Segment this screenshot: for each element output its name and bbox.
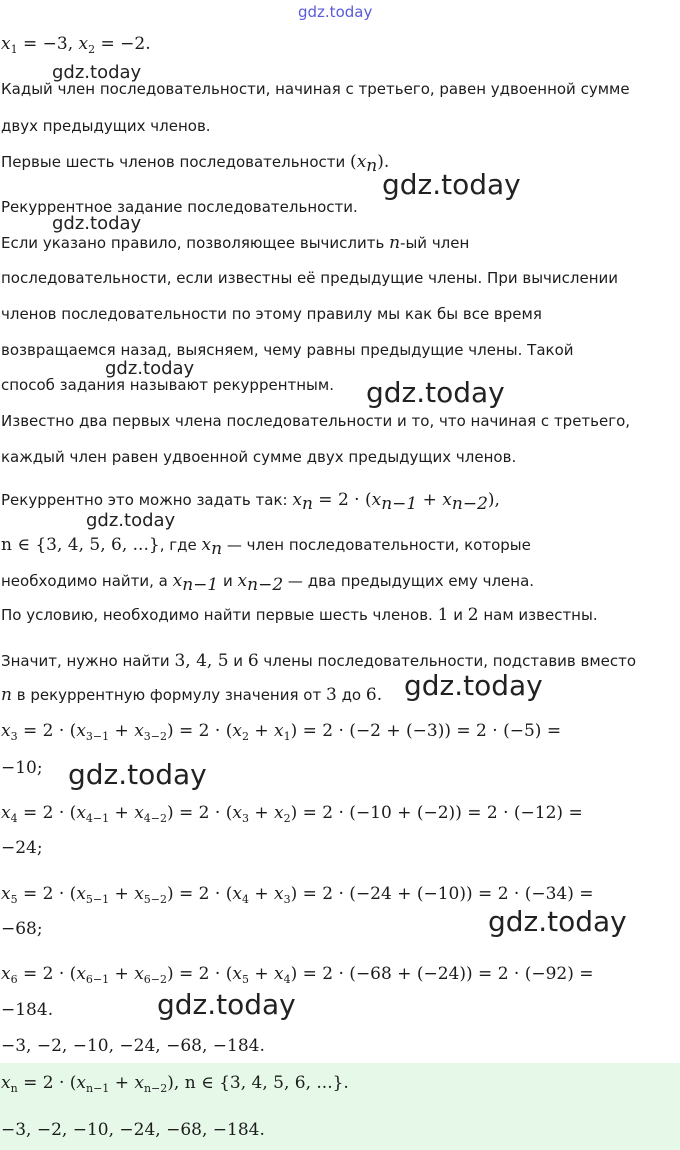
text-line: n ∈ {3, 4, 5, 6, ...}, где $x_n$ — член последовательности, которые xyxy=(1,535,531,559)
watermark: gdz.today xyxy=(157,988,296,1021)
text-line: двух предыдущих членов. xyxy=(1,117,211,135)
text-line: По условию, необходимо найти первые шесть членов. 1 и 2 нам известны. xyxy=(1,605,598,625)
result-sequence: −3, −2, −10, −24, −68, −184. xyxy=(1,1036,265,1056)
calc-x5-result: −68; xyxy=(1,919,43,939)
calc-x4: $x_4 = 2 \cdot (x_{4-1} + x_{4-2}) = 2 \cdot (x_3 + x_2) = 2 \cdot (-10 + (-2)) = 2 \cdot (-12)$ = xyxy=(1,803,583,825)
text-line: членов последовательности по этому правилу мы как бы все время xyxy=(1,305,542,323)
watermark: gdz.today xyxy=(488,905,627,938)
text-line: Значит, нужно найти 3, 4, 5 и 6 члены последовательности, подставив вместо xyxy=(1,651,637,671)
recurrence-line: Рекуррентно это можно задать так: $x_n = 2 \cdot (x_{n-1} + x_{n-2})$, xyxy=(1,490,500,514)
calc-x6: $x_6 = 2 \cdot (x_{6-1} + x_{6-2}) = 2 \cdot (x_5 + x_4) = 2 \cdot (-68 + (-24)) = 2 \cdot (-92)$ = xyxy=(1,964,594,986)
text-line: Первые шесть членов последовательности $(x_n)$. xyxy=(1,152,390,176)
calc-x6-result: −184. xyxy=(1,1000,54,1020)
watermark: gdz.today xyxy=(52,62,142,83)
text-line: Кадый член последовательности, начиная с третьего, равен удвоенной сумме xyxy=(1,80,630,98)
text-line: необходимо найти, а $x_{n-1}$ и $x_{n-2}$ — два предыдущих ему члена. xyxy=(1,571,535,595)
section-heading: Рекуррентное задание последовательности. xyxy=(1,198,358,216)
text-line: возвращаемся назад, выясняем, чему равны предыдущие члены. Такой xyxy=(1,341,574,359)
calc-x5: $x_5 = 2 \cdot (x_{5-1} + x_{5-2}) = 2 \cdot (x_4 + x_3) = 2 \cdot (-24 + (-10)) = 2 \cdot (-34)$ = xyxy=(1,884,594,906)
answer-sequence: −3, −2, −10, −24, −68, −184. xyxy=(1,1120,265,1140)
calc-x3: $x_3 = 2 \cdot (x_{3-1} + x_{3-2}) = 2 \cdot (x_2 + x_1) = 2 \cdot (-2 + (-3)) = 2 \cdot (-5)$ = xyxy=(1,721,562,743)
watermark: gdz.today xyxy=(298,3,373,21)
watermark: gdz.today xyxy=(366,376,505,409)
text-line: Известно два первых члена последовательности и то, что начиная с третьего, xyxy=(1,412,631,430)
watermark: gdz.today xyxy=(68,758,207,791)
calc-x3-result: −10; xyxy=(1,758,43,778)
watermark: gdz.today xyxy=(382,168,521,201)
answer-formula: $x_n = 2 \cdot (x_{n-1} + x_{n-2})$, n ∈ {3, 4, 5, 6, ...}. xyxy=(1,1073,349,1095)
text-line: способ задания называют рекуррентным. xyxy=(1,376,334,394)
watermark: gdz.today xyxy=(86,510,176,531)
given-values: $x_1 = -3$, $x_2 = -2$. xyxy=(1,34,151,56)
watermark: gdz.today xyxy=(52,213,142,234)
calc-x4-result: −24; xyxy=(1,838,43,858)
watermark: gdz.today xyxy=(105,358,195,379)
text-line: Если указано правило, позволяющее вычислить n-ый член xyxy=(1,233,470,253)
text-line: каждый член равен удвоенной сумме двух предыдущих членов. xyxy=(1,448,517,466)
watermark: gdz.today xyxy=(404,669,543,702)
text-line: n в рекуррентную формулу значения от 3 до 6. xyxy=(1,685,383,705)
text-line: последовательности, если известны её предыдущие члены. При вычислении xyxy=(1,269,619,287)
